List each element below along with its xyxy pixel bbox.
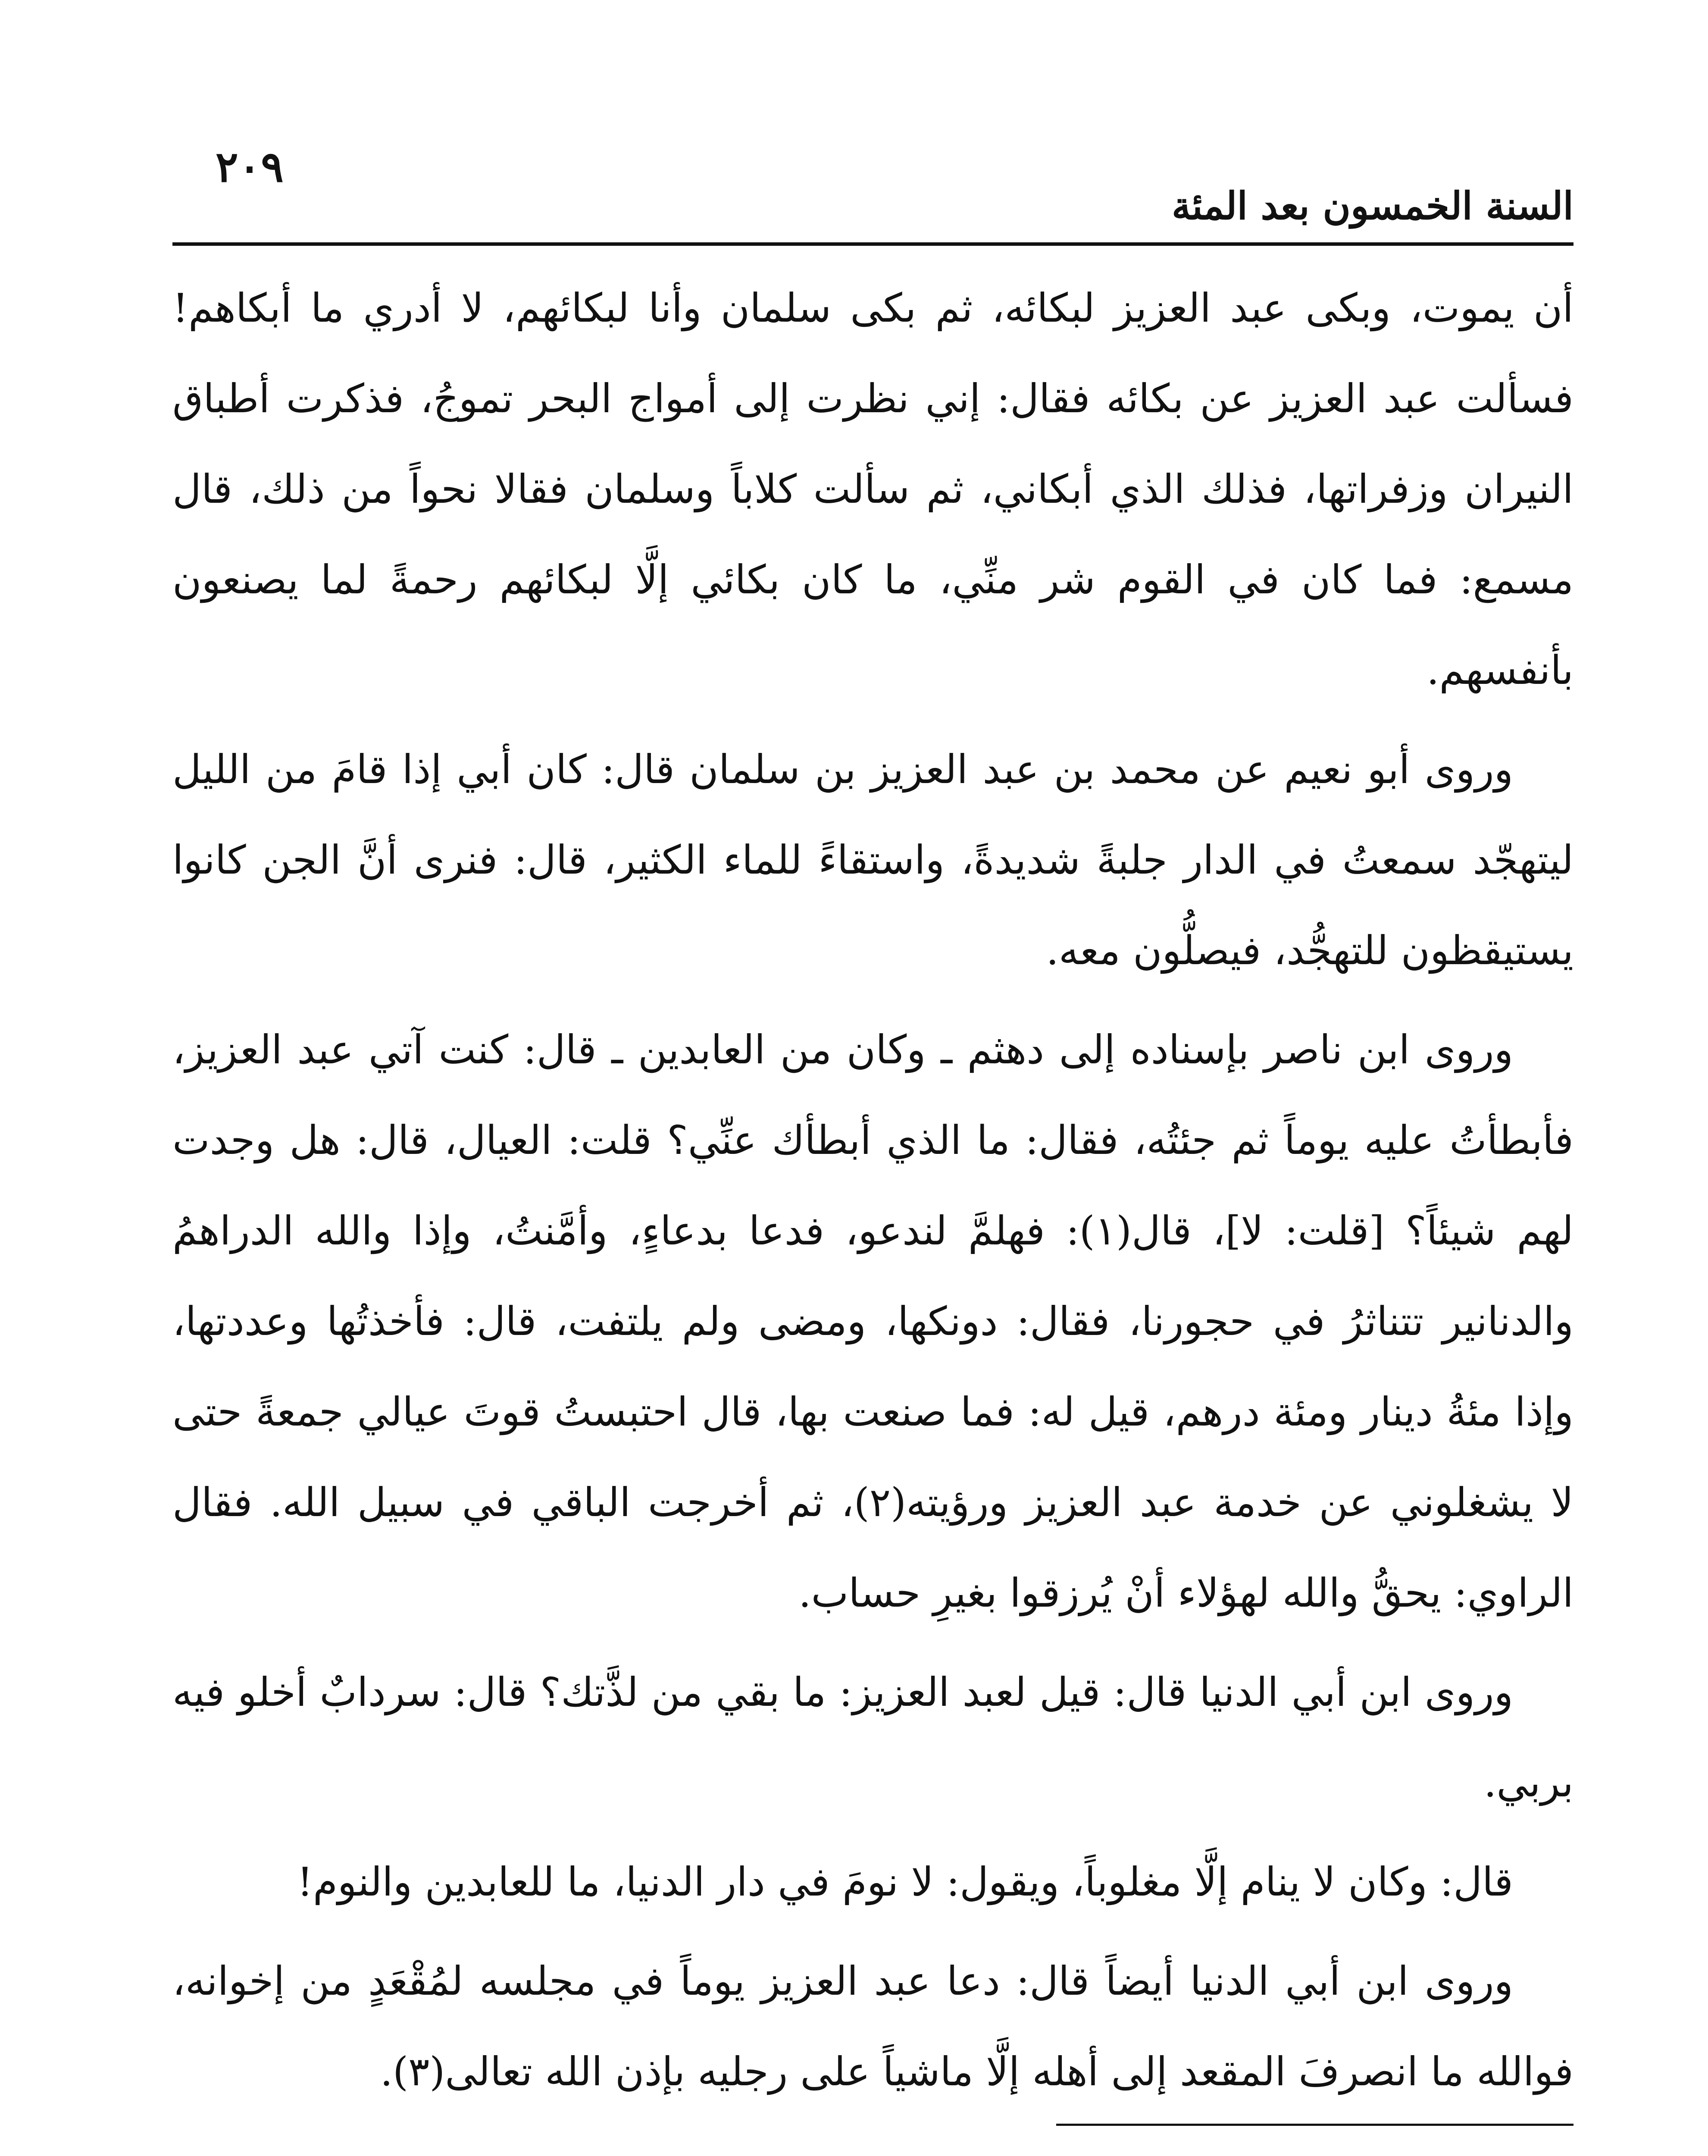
page-header [172, 142, 1573, 259]
paragraph: قال: وكان لا ينام إلَّا مغلوباً، ويقول: لا نومَ في دار الدنيا، ما للعابدين والنوم! [297, 1859, 1513, 1905]
page-number: ٢٠٩ [216, 142, 284, 192]
footnote-divider [1056, 2124, 1573, 2126]
main-text [172, 263, 1573, 2126]
running-title: السنة الخمسون بعد المئة [1172, 183, 1573, 228]
paragraph: وروى ابن ناصر بإسناده إلى دهثم ـ وكان من العابدين ـ قال: كنت آتي عبد العزيز، فأبطأتُ عليه يوماً ثم جئتُه، فقال: ما الذي أبطأك عنِّي؟ قلت: العيال، قال: هل وجدت لهم شيئاً؟ [قلت: لا]، قال(١): فهلمَّ لندعو، فدعا بدعاءٍ، وأمَّنتُ، وإذا والله الدراهمُ والدنانير تتناثرُ في حجورنا، فقال: دونكها، ومضى ولم يلتفت، قال: فأخذتُها وعددتها، وإذا مئةُ دينار ومئة درهم، قيل له: فما صنعت بها، قال احتبستُ قوتَ عيالي جمعةً حتى لا يشغلوني عن خدمة عبد العزيز ورؤيته(٢)، ثم أخرجت الباقي في سبيل الله. فقال الراوي: يحقُّ والله لهؤلاء أنْ يُرزقوا بغيرِ حساب. [172, 1027, 1574, 1616]
paragraph: وروى ابن أبي الدنيا أيضاً قال: دعا عبد العزيز يوماً في مجلسه لمُقْعَدٍ من إخوانه، فوالله ما انصرفَ المقعد إلى أهله إلَّا ماشياً على رجليه بإذن الله تعالى(٣). [172, 1958, 1573, 2095]
paragraph: وروى أبو نعيم عن محمد بن عبد العزيز بن سلمان قال: كان أبي إذا قامَ من الليل ليتهجّد سمعتُ في الدار جلبةً شديدةً، واستقاءً للماء الكثير، قال: فنرى أنَّ الجن كانوا يستيقظون للتهجُّد، فيصلُّون معه. [172, 746, 1573, 974]
header-divider [172, 242, 1573, 246]
paragraph: وروى ابن أبي الدنيا قال: قيل لعبد العزيز: ما بقي من لذَّتك؟ قال: سردابٌ أخلو فيه بربي. [172, 1669, 1573, 1806]
footnote [172, 2145, 1573, 2156]
paragraph: أن يموت، وبكى عبد العزيز لبكائه، ثم بكى سلمان وأنا لبكائهم، لا أدري ما أبكاهم! فسألت عبد العزيز عن بكائه فقال: إني نظرت إلى أمواج البحر تموجُ، فذكرت أطباق النيران وزفراتها، فذلك الذي أبكاني، ثم سألت كلاباً وسلمان فقالا نحواً من ذلك، قال مسمع: فما كان في القوم شر منِّي، ما كان بكائي إلَّا لبكائهم رحمةً لما يصنعون بأنفسهم. [172, 285, 1573, 693]
footnotes [172, 2145, 1573, 2156]
